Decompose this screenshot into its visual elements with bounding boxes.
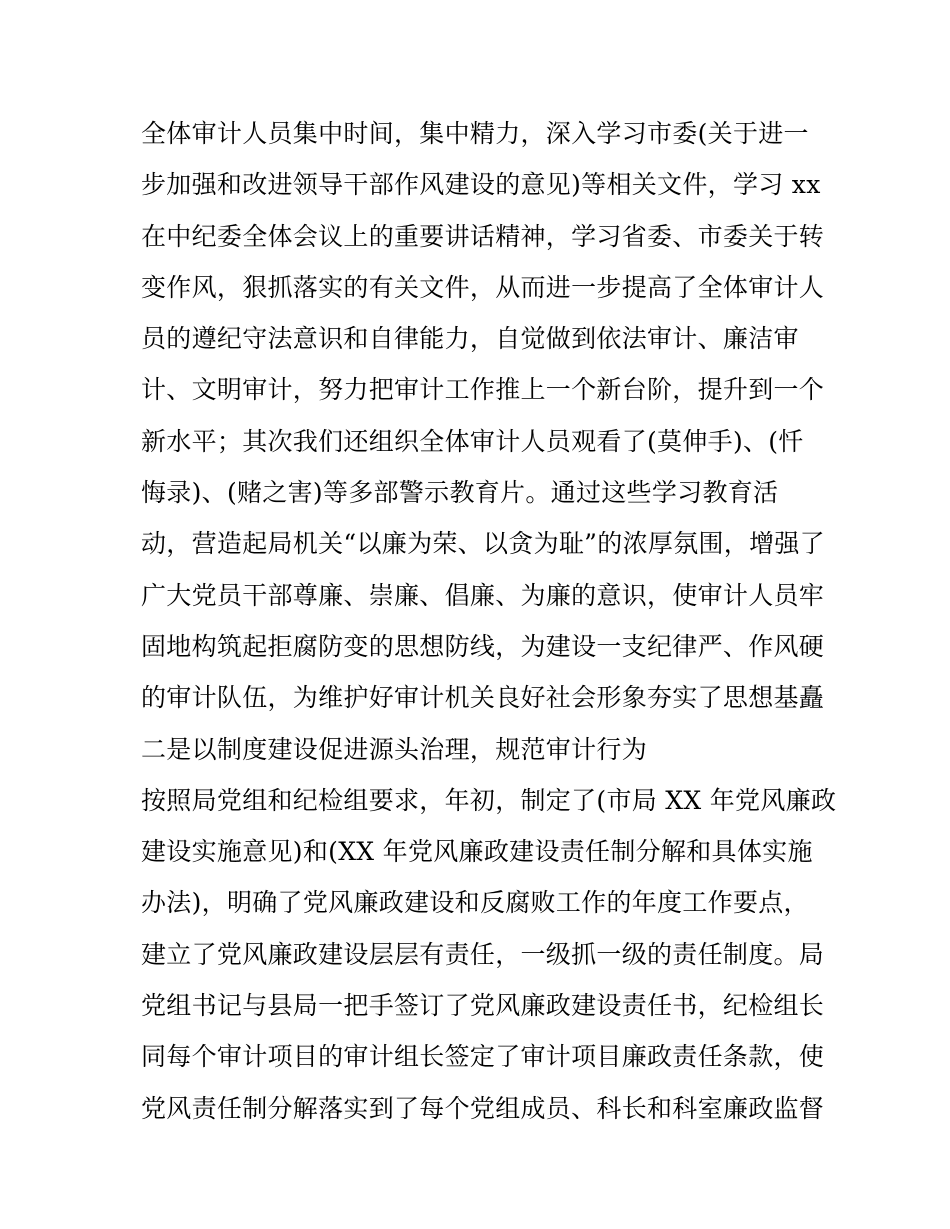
document-body [141,108,837,1134]
text-line: 步加强和改进领导干部作风建设的意见)等相关文件，学习 xx [141,170,821,200]
text-line: 办法)，明确了党风廉政建设和反腐败工作的年度工作要点， [141,888,809,918]
text-line: 同每个审计项目的审计组长签定了审计项目廉政责任条款，使 [141,1042,825,1072]
text-line: 员的遵纪守法意识和自律能力，自觉做到依法审计、廉洁审 [141,324,799,354]
text-line: 建设实施意见)和(XX 年党风廉政建设责任制分解和具体实施 [141,837,813,867]
text-line: 全体审计人员集中时间，集中精力，深入学习市委(关于进一 [141,119,809,148]
text-line: 党组书记与县局一把手签订了党风廉政建设责任书，纪检组长 [141,991,825,1021]
text-line: 固地构筑起拒腐防变的思想防线，为建设一支纪律严、作风硬 [141,631,825,661]
text-line: 计、文明审计，努力把审计工作推上一个新台阶，提升到一个 [141,375,825,405]
text-line: 的审计队伍，为维护好审计机关良好社会形象夯实了思想基矗 [141,683,825,713]
text-line: 广大党员干部尊廉、崇廉、倡廉、为廉的意识，使审计人员牢 [141,580,825,610]
text-line: 在中纪委全体会议上的重要讲话精神，学习省委、市委关于转 [141,221,825,251]
section-heading: 二是以制度建设促进源头治理，规范审计行为 [141,734,648,764]
text-line: 新水平；其次我们还组织全体审计人员观看了(莫伸手)、(忏 [141,426,804,456]
text-line: 建立了党风廉政建设层层有责任，一级抓一级的责任制度。局 [141,939,825,969]
text-line: 变作风，狠抓落实的有关文件，从而进一步提高了全体审计人 [141,272,825,302]
text-line: 按照局党组和纪检组要求，年初，制定了(市局 XX 年党风廉政 [141,785,837,815]
text-line: 党风责任制分解落实到了每个党组成员、科长和科室廉政监督 [141,1093,825,1123]
text-line: 悔录)、(赌之害)等多部警示教育片。通过这些学习教育活 [141,478,779,508]
text-line: 动，营造起局机关“以廉为荣、以贪为耻”的浓厚氛围，增强了 [141,529,825,559]
